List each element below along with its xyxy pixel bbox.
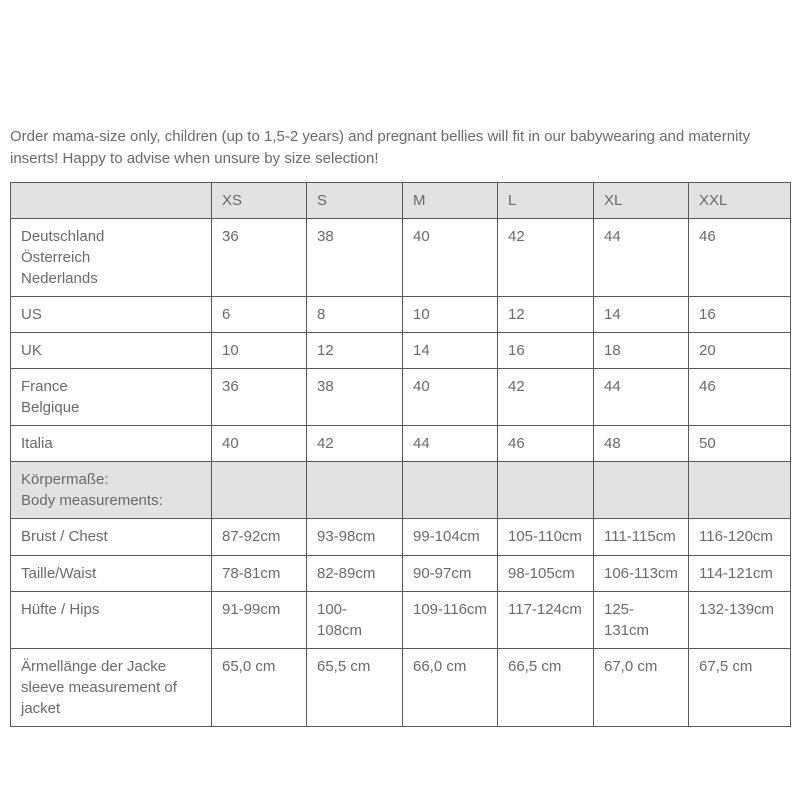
row-label bbox=[11, 219, 212, 297]
table-cell: 116-120cm bbox=[689, 519, 791, 556]
table-cell: 67,0 cm bbox=[594, 649, 689, 727]
table-cell: 36 bbox=[212, 219, 307, 297]
table-cell: 91-99cm bbox=[212, 592, 307, 649]
column-header-m: M bbox=[403, 183, 498, 219]
table-cell: 6 bbox=[212, 297, 307, 333]
table-cell: 125-131cm bbox=[594, 592, 689, 649]
column-header-l: L bbox=[498, 183, 594, 219]
row-label-line: Nederlands bbox=[21, 270, 98, 287]
row-label bbox=[11, 426, 212, 462]
table-cell: 65,0 cm bbox=[212, 649, 307, 727]
table-cell: 90-97cm bbox=[403, 556, 498, 592]
table-cell bbox=[594, 462, 689, 519]
row-label-line: Ärmellänge der Jacke bbox=[21, 658, 167, 675]
table-cell: 66,5 cm bbox=[498, 649, 594, 727]
table-cell: 82-89cm bbox=[307, 556, 403, 592]
column-header-xl: XL bbox=[594, 183, 689, 219]
table-cell: 66,0 cm bbox=[403, 649, 498, 727]
table-cell: 117-124cm bbox=[498, 592, 594, 649]
table-cell: 46 bbox=[689, 369, 791, 426]
table-cell bbox=[689, 462, 791, 519]
intro-text: Order mama-size only, children (up to 1,5-2 years) and pregnant bellies will fit in our babywearing and maternity inserts! Happy to advise when unsure by size selection! bbox=[10, 128, 751, 167]
header-cell-empty bbox=[11, 183, 212, 219]
table-cell bbox=[498, 462, 594, 519]
row-label bbox=[11, 333, 212, 369]
table-cell: 36 bbox=[212, 369, 307, 426]
table-cell: 12 bbox=[498, 297, 594, 333]
table-cell: 132-139cm bbox=[689, 592, 791, 649]
table-cell: 46 bbox=[498, 426, 594, 462]
table-cell: 10 bbox=[212, 333, 307, 369]
row-label bbox=[11, 519, 212, 556]
table-cell: 16 bbox=[689, 297, 791, 333]
table-cell: 46 bbox=[689, 219, 791, 297]
section-label bbox=[11, 462, 212, 519]
row-label bbox=[11, 369, 212, 426]
table-cell: 105-110cm bbox=[498, 519, 594, 556]
table-cell: 78-81cm bbox=[212, 556, 307, 592]
row-label-line: Brust / Chest bbox=[21, 528, 108, 545]
column-header-xs: XS bbox=[212, 183, 307, 219]
column-header-s: S bbox=[307, 183, 403, 219]
table-cell: 48 bbox=[594, 426, 689, 462]
table-row-france-belgium bbox=[11, 369, 791, 426]
table-cell: 109-116cm bbox=[403, 592, 498, 649]
table-cell: 44 bbox=[594, 219, 689, 297]
table-cell: 65,5 cm bbox=[307, 649, 403, 727]
row-label-line: Belgique bbox=[21, 399, 80, 416]
table-cell: 67,5 cm bbox=[689, 649, 791, 727]
row-label bbox=[11, 556, 212, 592]
table-cell: 99-104cm bbox=[403, 519, 498, 556]
table-cell: 38 bbox=[307, 369, 403, 426]
header-row bbox=[11, 183, 791, 219]
table-cell bbox=[212, 462, 307, 519]
column-header-xxl: XXL bbox=[689, 183, 791, 219]
table-cell: 18 bbox=[594, 333, 689, 369]
table-row-sleeve-length bbox=[11, 649, 791, 727]
section-label-line: Body measurements: bbox=[21, 492, 163, 509]
table-row-germany-austria-netherlands bbox=[11, 219, 791, 297]
row-label-line: Taille/Waist bbox=[21, 565, 97, 582]
table-row-chest bbox=[11, 519, 791, 556]
table-cell: 114-121cm bbox=[689, 556, 791, 592]
row-label-line: sleeve measurement of jacket bbox=[21, 679, 177, 717]
size-chart-page bbox=[10, 0, 790, 727]
table-cell: 42 bbox=[307, 426, 403, 462]
table-cell: 40 bbox=[212, 426, 307, 462]
table-cell bbox=[307, 462, 403, 519]
table-cell: 40 bbox=[403, 369, 498, 426]
table-cell: 93-98cm bbox=[307, 519, 403, 556]
table-row-uk bbox=[11, 333, 791, 369]
table-cell: 12 bbox=[307, 333, 403, 369]
table-cell: 106-113cm bbox=[594, 556, 689, 592]
row-label-line: Hüfte / Hips bbox=[21, 601, 100, 618]
table-cell: 98-105cm bbox=[498, 556, 594, 592]
table-cell: 50 bbox=[689, 426, 791, 462]
table-cell: 14 bbox=[594, 297, 689, 333]
table-cell: 100-108cm bbox=[307, 592, 403, 649]
table-cell: 38 bbox=[307, 219, 403, 297]
table-cell: 42 bbox=[498, 369, 594, 426]
table-cell: 44 bbox=[594, 369, 689, 426]
table-cell: 87-92cm bbox=[212, 519, 307, 556]
table-cell: 42 bbox=[498, 219, 594, 297]
table-cell: 111-115cm bbox=[594, 519, 689, 556]
table-cell: 16 bbox=[498, 333, 594, 369]
row-label bbox=[11, 297, 212, 333]
row-label-line: Italia bbox=[21, 435, 53, 452]
table-cell: 8 bbox=[307, 297, 403, 333]
size-chart-table bbox=[10, 182, 791, 727]
table-cell: 40 bbox=[403, 219, 498, 297]
section-label-line: Körpermaße: bbox=[21, 471, 109, 488]
row-label-line: Österreich bbox=[21, 249, 91, 266]
table-cell: 20 bbox=[689, 333, 791, 369]
table-row-italy bbox=[11, 426, 791, 462]
table-cell bbox=[403, 462, 498, 519]
table-row-body-measurements-section bbox=[11, 462, 791, 519]
row-label-line: Deutschland bbox=[21, 228, 105, 245]
row-label-line: US bbox=[21, 306, 42, 323]
table-row-waist bbox=[11, 556, 791, 592]
table-cell: 14 bbox=[403, 333, 498, 369]
row-label-line: France bbox=[21, 378, 68, 395]
row-label bbox=[11, 649, 212, 727]
row-label-line: UK bbox=[21, 342, 42, 359]
table-cell: 10 bbox=[403, 297, 498, 333]
table-row-hips bbox=[11, 592, 791, 649]
table-row-us bbox=[11, 297, 791, 333]
row-label bbox=[11, 592, 212, 649]
table-cell: 44 bbox=[403, 426, 498, 462]
